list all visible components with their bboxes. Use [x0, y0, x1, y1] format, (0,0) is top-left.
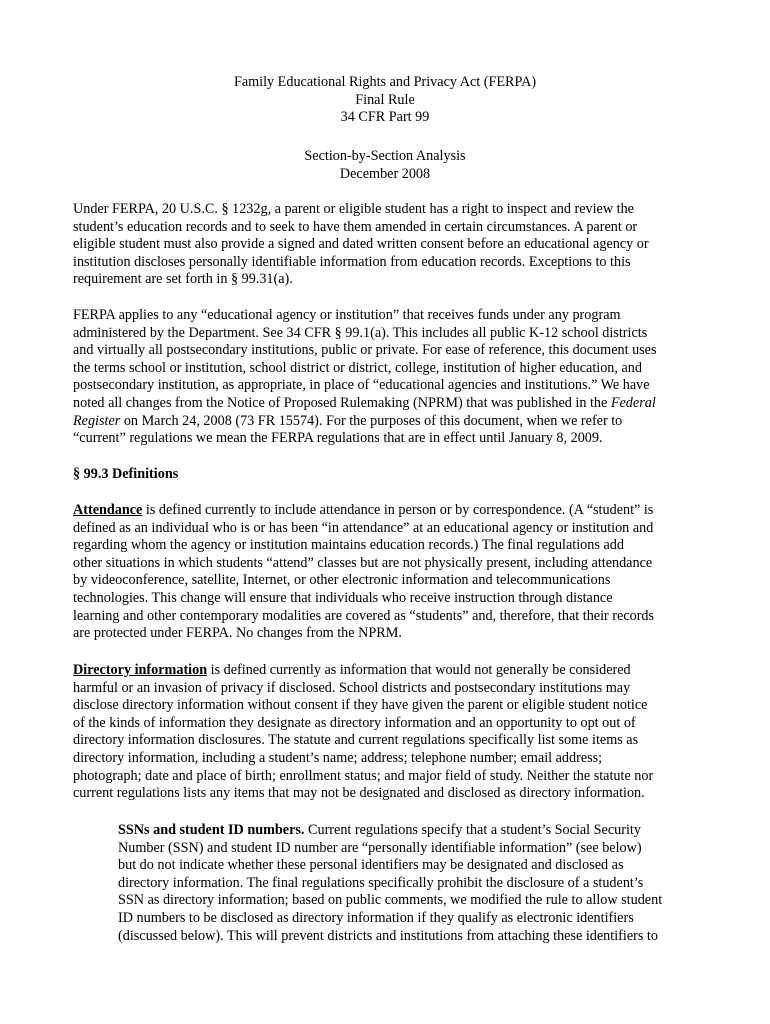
term-ssn-student-id: SSNs and student ID numbers. — [118, 822, 305, 838]
text-line: directory information disclosures. The statute and current regulations specifically list some items as — [73, 732, 639, 749]
text-line — [73, 662, 713, 680]
text-line: institution discloses personally identifiable information from education records. Exceptions to this — [73, 253, 631, 270]
text-line: postsecondary institution, as appropriate, in place of “educational agencies and institutions.” We have — [73, 377, 650, 394]
text-line: other situations in which students “attend” classes but are not physically present, including attendance — [73, 554, 653, 571]
text-line — [73, 413, 713, 431]
text-line: Number (SSN) and student ID number are “personally identifiable information” (see below) — [118, 839, 642, 856]
italic-text: Federal — [610, 394, 656, 411]
text-segment: noted all changes from the Notice of Proposed Rulemaking (NPRM) that was published in the — [73, 394, 611, 411]
document-subtitle — [0, 148, 770, 183]
term-directory-information: Directory information — [73, 662, 208, 678]
text-line: but do not indicate whether these personal identifiers may be designated and disclosed as — [118, 857, 624, 874]
title-line: Final Rule — [355, 91, 415, 108]
text-line: “current” regulations we mean the FERPA regulations that are in effect until January 8, 2009. — [73, 430, 603, 447]
text-segment: is defined currently as information that would not generally be considered — [207, 662, 631, 678]
document-title — [0, 74, 770, 127]
text-line: administered by the Department. See 34 CFR § 99.1(a). This includes all public K-12 school districts — [73, 324, 648, 341]
italic-text: Register — [73, 412, 121, 429]
text-line: photograph; date and place of birth; enrollment status; and major field of study. Neither the statute nor — [73, 767, 654, 784]
text-line: are protected under FERPA. No changes from the NPRM. — [73, 625, 402, 642]
applies-paragraph — [73, 307, 713, 448]
text-line — [118, 822, 718, 840]
text-line: requirement are set forth in § 99.31(a). — [73, 271, 293, 288]
text-line: eligible student must also provide a signed and dated written consent before an educational agency or — [73, 236, 649, 253]
text-segment: on March 24, 2008 (73 FR 15574). For the purposes of this document, when we refer to — [120, 412, 623, 429]
text-line: technologies. This change will ensure that individuals who receive instruction through distance — [73, 589, 613, 606]
text-line: by videoconference, satellite, Internet, or other electronic information and telecommunications — [73, 572, 611, 589]
text-line: ID numbers to be disclosed as directory information if they qualify as electronic identifiers — [118, 909, 634, 926]
text-line: and virtually all postsecondary institutions, public or private. For ease of reference, this document uses — [73, 342, 657, 359]
date-line: December 2008 — [339, 165, 431, 182]
title-line: 34 CFR Part 99 — [340, 109, 430, 126]
text-line: (discussed below). This will prevent districts and institutions from attaching these identifiers to — [118, 927, 658, 944]
intro-paragraph — [73, 201, 713, 289]
section-heading: § 99.3 Definitions — [73, 466, 179, 482]
text-line — [73, 395, 713, 413]
text-line: harmful or an invasion of privacy if disclosed. School districts and postsecondary institutions may — [73, 679, 631, 696]
text-line: SSN as directory information; based on public comments, we modified the rule to allow student — [118, 892, 663, 909]
text-line: FERPA applies to any “educational agency or institution” that receives funds under any program — [73, 307, 621, 323]
title-line: Family Educational Rights and Privacy Act (FERPA) — [233, 74, 537, 90]
text-line: student’s education records and to seek to have them amended in certain circumstances. A parent or — [73, 218, 638, 235]
text-line: learning and other contemporary modalities are covered as “students” and, therefore, that their records — [73, 607, 655, 624]
text-segment: is defined currently to include attendance in person or by correspondence. (A “student” is — [142, 502, 654, 518]
text-line: Under FERPA, 20 U.S.C. § 1232g, a parent or eligible student has a right to inspect and review the — [73, 201, 634, 217]
directory-paragraph — [73, 662, 713, 803]
text-line: of the kinds of information they designate as directory information and an opportunity to opt out of — [73, 714, 636, 731]
text-line: current regulations lists any items that may not be designated and disclosed as directory information. — [73, 785, 645, 802]
term-attendance: Attendance — [73, 502, 143, 518]
subtitle-line: Section-by-Section Analysis — [304, 148, 466, 164]
text-line: directory information, including a student’s name; address; telephone number; email address; — [73, 749, 603, 766]
text-line: directory information. The final regulations specifically prohibit the disclosure of a student’s — [118, 874, 644, 891]
text-line — [73, 502, 713, 520]
text-line: regarding whom the agency or institution maintains education records.) The final regulations add — [73, 537, 624, 554]
attendance-paragraph — [73, 502, 713, 643]
text-line: defined as an individual who is or has been “in attendance” at an educational agency or institution and — [73, 519, 654, 536]
text-line: the terms school or institution, school district or district, college, institution of higher education, and — [73, 359, 642, 376]
ssn-paragraph — [118, 822, 718, 945]
text-line: disclose directory information without consent if they have given the parent or eligible student notice — [73, 697, 648, 714]
text-segment: Current regulations specify that a student’s Social Security — [304, 822, 641, 838]
